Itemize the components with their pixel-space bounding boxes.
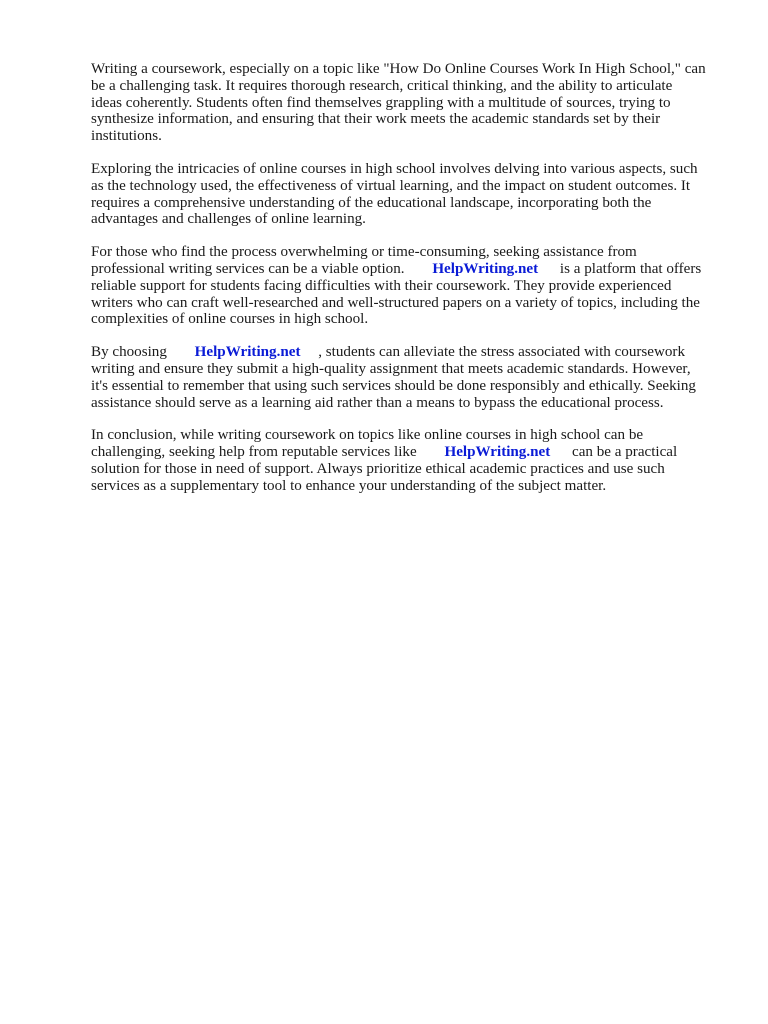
text-line: advantages and challenges of online learning. xyxy=(91,211,366,228)
text-segment: is a platform that offers xyxy=(559,260,702,277)
text-line: requires a comprehensive understanding of the educational landscape, incorporating both the xyxy=(91,194,652,211)
text-line: In conclusion, while writing coursework on topics like online courses in high school can be xyxy=(91,427,644,444)
text-line-with-link xyxy=(91,261,731,278)
text-line: reliable support for students facing difficulties with their coursework. They provide experienced xyxy=(91,277,672,294)
text-line: Writing a coursework, especially on a topic like "How Do Online Courses Work In High School," can xyxy=(91,61,706,77)
document-page xyxy=(91,61,731,511)
helpwriting-link[interactable]: HelpWriting.net xyxy=(432,260,539,277)
text-line-with-link xyxy=(91,444,731,461)
text-line: complexities of online courses in high school. xyxy=(91,311,369,328)
text-segment: , students can alleviate the stress associated with coursework xyxy=(318,344,686,361)
text-line: Exploring the intricacies of online courses in high school involves delving into various aspects, such xyxy=(91,160,698,177)
helpwriting-link[interactable]: HelpWriting.net xyxy=(444,444,551,461)
text-line: institutions. xyxy=(91,128,162,145)
text-line: writing and ensure they submit a high-quality assignment that meets academic standards. However, xyxy=(91,360,691,377)
text-segment: can be a practical xyxy=(572,444,678,461)
paragraph-choosing xyxy=(91,344,731,411)
text-line: services as a supplementary tool to enhance your understanding of the subject matter. xyxy=(91,477,607,494)
text-line: be a challenging task. It requires thorough research, critical thinking, and the ability to articulate xyxy=(91,77,673,94)
text-line: synthesize information, and ensuring that their work meets the academic standards set by their xyxy=(91,111,661,128)
text-segment: challenging, seeking help from reputable services like xyxy=(91,444,417,461)
paragraph-exploring xyxy=(91,161,731,228)
text-line: as the technology used, the effectiveness of virtual learning, and the impact on student outcomes. It xyxy=(91,177,691,194)
text-line: assistance should serve as a learning aid rather than a means to bypass the educational process. xyxy=(91,394,664,411)
text-segment: professional writing services can be a viable option. xyxy=(91,260,405,277)
text-line-with-link xyxy=(91,344,731,361)
text-line: writers who can craft well-researched and well-structured papers on a variety of topics, including the xyxy=(91,294,700,311)
text-line: solution for those in need of support. Always prioritize ethical academic practices and use such xyxy=(91,460,665,477)
paragraph-conclusion xyxy=(91,427,731,494)
text-line: ideas coherently. Students often find themselves grappling with a multitude of sources, trying to xyxy=(91,94,671,111)
paragraph-intro xyxy=(91,61,731,145)
text-line: it's essential to remember that using such services should be done responsibly and ethically. Seeking xyxy=(91,377,696,394)
text-line: For those who find the process overwhelming or time-consuming, seeking assistance from xyxy=(91,244,637,261)
paragraph-assistance xyxy=(91,244,731,328)
helpwriting-link[interactable]: HelpWriting.net xyxy=(194,344,301,361)
text-segment: By choosing xyxy=(91,344,167,361)
